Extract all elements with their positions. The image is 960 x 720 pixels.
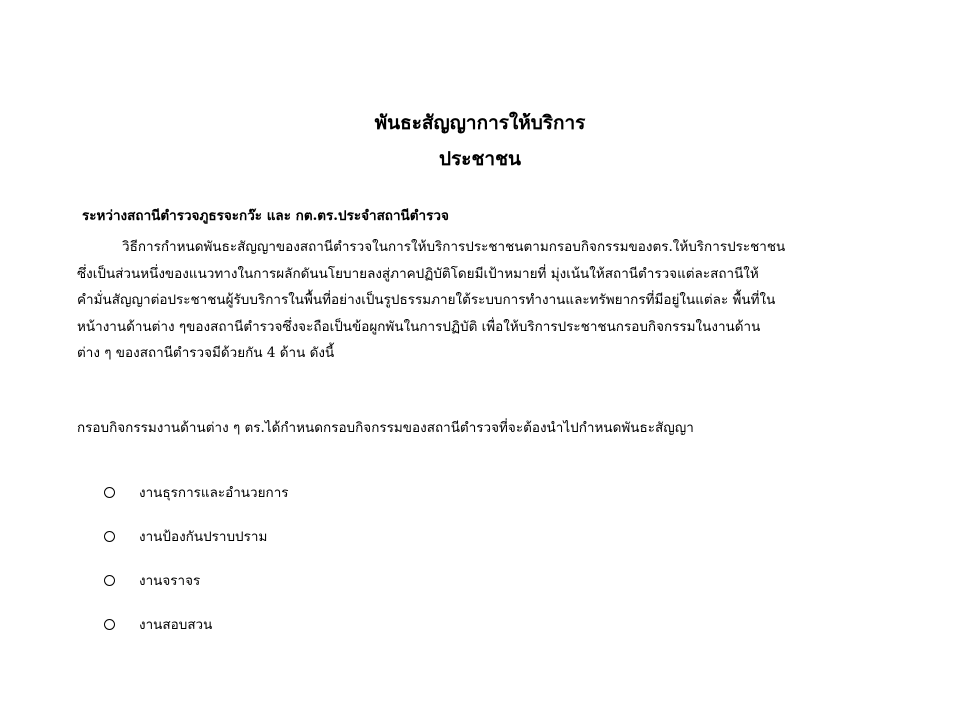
task-label: งานป้องกันปราบปราม bbox=[139, 529, 268, 545]
task-list bbox=[104, 480, 289, 656]
document-subtitle: ระหว่างสถานีตำรวจภูธรจะกว๊ะ และ กต.ตร.ประจำสถานีตำรวจ bbox=[82, 208, 449, 224]
document-title-line2: ประชาชน bbox=[439, 148, 521, 170]
intro-line: ต่าง ๆ ของสถานีตำรวจมีด้วยกัน 4 ด้าน ดังนี้ bbox=[77, 345, 335, 361]
circle-bullet-icon bbox=[104, 575, 115, 586]
intro-paragraph bbox=[77, 234, 887, 367]
list-item bbox=[104, 480, 289, 504]
document-title-line1: พันธะสัญญาการให้บริการ bbox=[374, 112, 586, 134]
intro-line: วิธีการกำหนดพันธะสัญญาของสถานีตำรวจในการให้บริการประชาชนตามกรอบกิจกรรมของตร.ให้บริการประชาชน bbox=[122, 239, 786, 255]
circle-bullet-icon bbox=[104, 619, 115, 630]
intro-line: ซึ่งเป็นส่วนหนึ่งของแนวทางในการผลักดันนโยบายลงสู่ภาคปฏิบัติโดยมีเป้าหมายที่ มุ่งเน้นให้สถานีตำรวจแต่ละสถานีให้ bbox=[77, 265, 759, 282]
task-label: งานธุรการและอำนวยการ bbox=[139, 485, 289, 501]
list-item bbox=[104, 612, 289, 636]
list-item bbox=[104, 568, 289, 592]
task-label: งานสอบสวน bbox=[139, 617, 213, 633]
circle-bullet-icon bbox=[104, 531, 115, 542]
intro-line: คำมั่นสัญญาต่อประชาชนผู้รับบริการในพื้นที่อย่างเป็นรูปธรรมภายใต้ระบบการทำงานและทรัพยากรที่มีอยู่ในแต่ละ พื้นที่ใน bbox=[77, 292, 776, 308]
circle-bullet-icon bbox=[104, 487, 115, 498]
task-label: งานจราจร bbox=[139, 573, 201, 589]
intro-line: หน้างานด้านต่าง ๆของสถานีตำรวจซึ่งจะถือเป็นข้อผูกพันในการปฏิบัติ เพื่อให้บริการประชาชนกรอบกิจกรรมในงานด้าน bbox=[77, 318, 761, 335]
scope-sentence: กรอบกิจกรรมงานด้านต่าง ๆ ตร.ได้กำหนดกรอบกิจกรรมของสถานีตำรวจที่จะต้องนำไปกำหนดพันธะสัญญา bbox=[77, 420, 694, 436]
list-item bbox=[104, 524, 289, 548]
